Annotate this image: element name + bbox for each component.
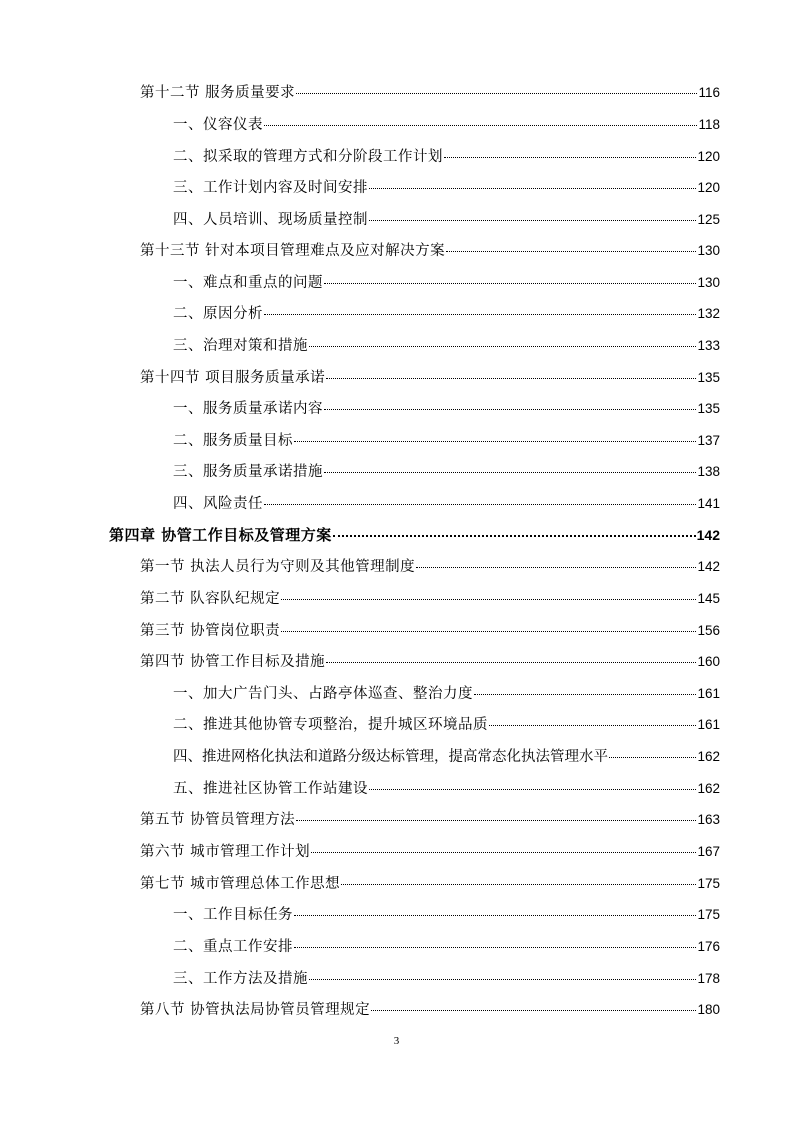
toc-entry[interactable] (140, 240, 720, 262)
toc-entry[interactable] (173, 146, 720, 168)
toc-entry-title: 二、推进其他协管专项整治，提升城区环境品质 (173, 717, 488, 733)
toc-entry-page: 137 (697, 433, 720, 448)
toc-entry[interactable] (173, 904, 720, 926)
page-number: 3 (393, 1035, 400, 1047)
toc-entry[interactable] (173, 683, 720, 705)
dot-leader (294, 914, 696, 916)
toc-entry-title: 第六节 城市管理工作计划 (140, 844, 311, 860)
toc-chapter-entry[interactable] (109, 524, 720, 546)
toc-entry[interactable] (140, 873, 720, 895)
dot-leader (369, 219, 696, 221)
toc-entry-page: 167 (697, 844, 720, 859)
toc-entry-page: 135 (697, 370, 720, 385)
toc-entry-page: 132 (697, 306, 720, 321)
dot-leader (444, 156, 696, 158)
dot-leader (294, 946, 696, 948)
toc-entry-title: 三、治理对策和措施 (173, 338, 308, 354)
toc-entry-title: 一、工作目标任务 (173, 907, 293, 923)
toc-entry[interactable] (173, 714, 720, 736)
toc-entry[interactable] (173, 968, 720, 990)
toc-entry[interactable] (173, 398, 720, 420)
toc-entry[interactable] (173, 272, 720, 294)
toc-entry-title: 第七节 城市管理总体工作思想 (140, 876, 341, 892)
toc-entry[interactable] (173, 746, 720, 768)
toc-entry[interactable] (173, 114, 720, 136)
dot-leader (416, 566, 696, 568)
toc-entry-page: 160 (697, 654, 720, 669)
toc-entry-title: 第四节 协管工作目标及措施 (140, 654, 326, 670)
dot-leader (341, 883, 696, 885)
toc-entry-title: 第八节 协管执法局协管员管理规定 (140, 1002, 371, 1018)
dot-leader (281, 598, 696, 600)
dot-leader (309, 978, 696, 980)
toc-entry-page: 142 (696, 527, 720, 543)
toc-entry-page: 178 (697, 971, 720, 986)
dot-leader (326, 661, 696, 663)
toc-entry-title: 四、推进网格化执法和道路分级达标管理，提高常态化执法管理水平 (173, 749, 608, 765)
toc-entry-title: 二、原因分析 (173, 306, 263, 322)
toc-entry-title: 四、风险责任 (173, 496, 263, 512)
toc-entry-title: 一、难点和重点的问题 (173, 275, 323, 291)
dot-leader (281, 630, 696, 632)
dot-leader (264, 503, 696, 505)
toc-entry[interactable] (140, 999, 720, 1021)
toc-entry-page: 138 (697, 464, 720, 479)
toc-entry[interactable] (140, 620, 720, 642)
toc-entry-title: 第四章 协管工作目标及管理方案 (109, 526, 332, 544)
toc-entry-page: 130 (697, 243, 720, 258)
toc-entry-page: 120 (697, 149, 720, 164)
toc-entry[interactable] (140, 367, 720, 389)
toc-entry-page: 175 (697, 876, 720, 891)
toc-entry[interactable] (173, 177, 720, 199)
dot-leader (333, 534, 696, 537)
toc-entry-title: 一、仪容仪表 (173, 117, 263, 133)
toc-entry-title: 三、服务质量承诺措施 (173, 464, 323, 480)
toc-entry[interactable] (140, 651, 720, 673)
toc-entry-page: 141 (697, 496, 720, 511)
toc-entry-title: 三、工作方法及措施 (173, 971, 308, 987)
toc-entry-page: 135 (697, 401, 720, 416)
toc-entry-page: 180 (697, 1002, 720, 1017)
toc-entry-title: 一、加大广告门头、占路亭体巡查、整治力度 (173, 686, 473, 702)
toc-entry-title: 第二节 队容队纪规定 (140, 591, 281, 607)
toc-entry-title: 二、重点工作安排 (173, 939, 293, 955)
toc-entry-page: 145 (697, 591, 720, 606)
dot-leader (326, 377, 696, 379)
toc-entry-page: 162 (697, 749, 720, 764)
toc-entry-title: 第十四节 项目服务质量承诺 (140, 370, 326, 386)
toc-entry[interactable] (173, 493, 720, 515)
toc-entry-title: 第五节 协管员管理方法 (140, 812, 296, 828)
toc-entry-title: 四、人员培训、现场质量控制 (173, 212, 368, 228)
toc-entry-page: 116 (698, 85, 720, 100)
toc-entry-page: 161 (697, 717, 720, 732)
toc-entry-page: 130 (697, 275, 720, 290)
dot-leader (264, 313, 696, 315)
toc-entry-title: 第十三节 针对本项目管理难点及应对解决方案 (140, 243, 446, 259)
toc-entry-title: 第三节 协管岗位职责 (140, 623, 281, 639)
toc-entry-page: 118 (698, 117, 720, 132)
dot-leader (296, 819, 696, 821)
toc-entry[interactable] (173, 335, 720, 357)
toc-entry-title: 五、推进社区协管工作站建设 (173, 781, 368, 797)
toc-entry-page: 162 (697, 781, 720, 796)
dot-leader (446, 250, 696, 252)
toc-entry-page: 175 (697, 907, 720, 922)
toc-entry[interactable] (140, 809, 720, 831)
toc-entry[interactable] (173, 303, 720, 325)
toc-entry-title: 二、拟采取的管理方式和分阶段工作计划 (173, 149, 443, 165)
toc-entry-page: 120 (697, 180, 720, 195)
toc-entry[interactable] (173, 778, 720, 800)
dot-leader (264, 124, 697, 126)
toc-entry-title: 三、工作计划内容及时间安排 (173, 180, 368, 196)
toc-entry-page: 176 (697, 939, 720, 954)
toc-entry-page: 163 (697, 812, 720, 827)
dot-leader (296, 92, 697, 94)
dot-leader (324, 408, 696, 410)
toc-entry[interactable] (140, 588, 720, 610)
toc-entry-page: 161 (697, 686, 720, 701)
toc-entry[interactable] (173, 936, 720, 958)
dot-leader (369, 788, 696, 790)
dot-leader (371, 1009, 696, 1011)
toc-entry-page: 142 (697, 559, 720, 574)
toc-entry-title: 第一节 执法人员行为守则及其他管理制度 (140, 559, 416, 575)
dot-leader (294, 440, 696, 442)
dot-leader (324, 471, 696, 473)
dot-leader (489, 724, 696, 726)
toc-entry-title: 二、服务质量目标 (173, 433, 293, 449)
dot-leader (474, 693, 696, 695)
toc-entry-title: 第十二节 服务质量要求 (140, 85, 296, 101)
toc-entry[interactable] (140, 556, 720, 578)
toc-entry-page: 125 (697, 212, 720, 227)
toc-entry[interactable] (173, 461, 720, 483)
dot-leader (324, 282, 696, 284)
dot-leader (609, 756, 696, 758)
toc-entry[interactable] (173, 209, 720, 231)
dot-leader (311, 851, 696, 853)
toc-entry-title: 一、服务质量承诺内容 (173, 401, 323, 417)
toc-entry-page: 133 (697, 338, 720, 353)
dot-leader (369, 187, 696, 189)
toc-entry-page: 156 (697, 623, 720, 638)
dot-leader (309, 345, 696, 347)
toc-entry[interactable] (140, 82, 720, 104)
toc-entry[interactable] (140, 841, 720, 863)
toc-entry[interactable] (173, 430, 720, 452)
